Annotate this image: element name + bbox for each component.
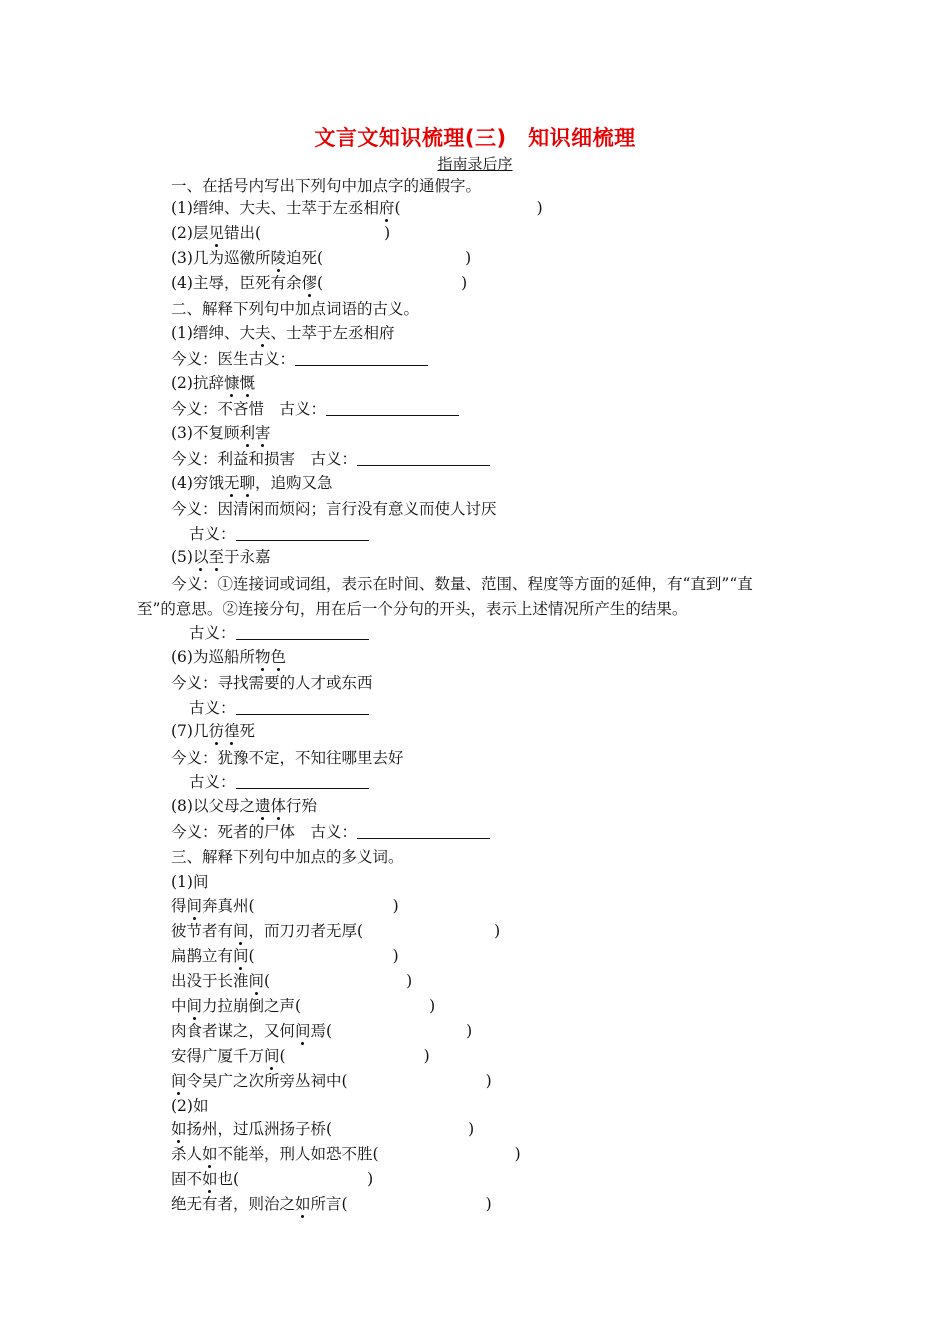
page-title: 文言文知识梳理(三) 知识细梳理 bbox=[314, 126, 636, 150]
text-segment: 也( bbox=[217, 1170, 240, 1188]
close-paren: ) bbox=[466, 1022, 473, 1040]
emphasis-dot-char: 夫 bbox=[254, 324, 271, 342]
section2-q2-meaning-text bbox=[171, 397, 459, 422]
emphasis-dot-char: 色 bbox=[270, 648, 286, 666]
dotted-word bbox=[264, 1047, 280, 1065]
section2-q7-text bbox=[171, 719, 255, 744]
text-segment: 、士萃于左丞相府 bbox=[270, 324, 395, 342]
emphasis-dot-char: 如 bbox=[202, 1170, 218, 1188]
section2-q6-meaning-text bbox=[171, 671, 373, 696]
text-segment: (6)为巡船所 bbox=[171, 648, 255, 666]
dotted-word bbox=[187, 997, 203, 1015]
close-paren: ) bbox=[406, 972, 413, 990]
text-segment: 焉( bbox=[310, 1022, 333, 1040]
text-segment: 固不 bbox=[171, 1170, 203, 1188]
text-segment: ( bbox=[279, 1047, 286, 1065]
emphasis-dot-char: 间 bbox=[186, 897, 203, 915]
section2-q2-text bbox=[171, 371, 255, 396]
answer-blank bbox=[295, 350, 428, 366]
section2-q6-ancient-text bbox=[189, 696, 369, 721]
emphasis-dot-char: 如 bbox=[202, 1145, 218, 1163]
section2-q7-meaning bbox=[0, 746, 950, 771]
text-segment: 安得广厦千万 bbox=[171, 1047, 265, 1065]
section3-heading-text bbox=[171, 845, 404, 870]
section1-item bbox=[0, 271, 950, 296]
section3-g1-item-text bbox=[171, 944, 399, 969]
dotted-word bbox=[255, 648, 286, 666]
section3-g1-item-text bbox=[171, 894, 399, 919]
text-segment: 所言( bbox=[310, 1195, 348, 1213]
emphasis-dot-char: 慨 bbox=[239, 374, 255, 392]
text-segment: 得 bbox=[171, 897, 187, 915]
heading-text: 三、解释下列句中加点的多义词。 bbox=[171, 848, 404, 866]
dotted-word bbox=[208, 722, 239, 740]
text-segment: 中 bbox=[171, 997, 187, 1015]
section2-q8 bbox=[0, 794, 950, 819]
section3-heading bbox=[0, 845, 950, 870]
section2-q4-meaning bbox=[0, 497, 950, 522]
text-segment: (1)缙绅、大 bbox=[171, 324, 255, 342]
heading-text: 一、在括号内写出下列句中加点字的通假字。 bbox=[171, 177, 482, 195]
section2-q3-meaning-text bbox=[171, 447, 490, 472]
section1-item-text bbox=[171, 246, 471, 271]
close-paren: ) bbox=[494, 922, 501, 940]
text-segment: 于永嘉 bbox=[224, 548, 271, 566]
dotted-word bbox=[171, 1120, 187, 1138]
emphasis-dot-char: 至 bbox=[208, 548, 224, 566]
emphasis-dot-char: 府 bbox=[378, 199, 395, 217]
text-segment: 迫死( bbox=[286, 249, 324, 267]
dotted-word bbox=[208, 224, 224, 242]
section3-g2-item bbox=[0, 1142, 950, 1167]
dotted-word bbox=[187, 897, 203, 915]
section2-heading bbox=[0, 297, 950, 322]
ancient-label: 古义： bbox=[189, 773, 236, 791]
close-paren: ) bbox=[367, 1170, 374, 1188]
emphasis-dot-char: 间 bbox=[248, 972, 265, 990]
emphasis-dot-char: 间 bbox=[295, 1022, 311, 1040]
emphasis-dot-char: 物 bbox=[254, 648, 271, 666]
section3-g1-item bbox=[0, 994, 950, 1019]
dotted-word bbox=[270, 249, 286, 267]
text-segment: 肉食者谋之，又何 bbox=[171, 1022, 296, 1040]
group-label: (1)间 bbox=[171, 873, 209, 891]
section2-q8-meaning bbox=[0, 820, 950, 845]
section2-q6-text bbox=[171, 645, 286, 670]
modern-meaning: 今义：犹豫不定，不知往哪里去好 bbox=[171, 749, 404, 767]
section2-q5 bbox=[0, 545, 950, 570]
text-segment: 扁鹊立有 bbox=[171, 947, 234, 965]
heading-text: 二、解释下列句中加点词语的古义。 bbox=[171, 300, 420, 318]
answer-blank bbox=[326, 400, 459, 416]
modern-meaning: 至”的意思。②连接分句，用在后一个分句的开头，表示上述情况所产生的结果。 bbox=[137, 600, 688, 618]
section3-g1-item bbox=[0, 919, 950, 944]
emphasis-dot-char: 无 bbox=[223, 474, 240, 492]
section3-g2-item-text bbox=[171, 1142, 521, 1167]
text-segment: ，追购又急 bbox=[255, 474, 333, 492]
answer-blank bbox=[357, 823, 490, 839]
emphasis-dot-char: 聊 bbox=[239, 474, 255, 492]
close-paren: ) bbox=[536, 199, 543, 217]
text-segment: 死 bbox=[239, 722, 256, 740]
emphasis-dot-char: 遗 bbox=[254, 797, 271, 815]
section1-item-text bbox=[171, 196, 543, 221]
section2-q4-text bbox=[171, 471, 333, 496]
text-segment: (7)几 bbox=[171, 722, 209, 740]
section3-g1-item-text bbox=[171, 1044, 430, 1069]
dotted-word bbox=[295, 1022, 311, 1040]
text-segment: ( bbox=[317, 274, 324, 292]
item-number: (4) bbox=[171, 274, 193, 292]
section3-g2-item-text bbox=[171, 1192, 492, 1217]
page-subtitle: 指南录后序 bbox=[437, 155, 513, 173]
dotted-word bbox=[301, 274, 317, 292]
emphasis-dot-char: 间 bbox=[186, 997, 203, 1015]
section3-group2-label bbox=[0, 1094, 950, 1119]
dotted-word bbox=[239, 424, 270, 442]
dotted-word bbox=[224, 474, 255, 492]
emphasis-dot-char: 间 bbox=[171, 1072, 187, 1090]
close-paren: ) bbox=[423, 1047, 430, 1065]
emphasis-dot-char: 慷 bbox=[223, 374, 240, 392]
section3-group1-label-text bbox=[171, 870, 208, 895]
section3-g1-item bbox=[0, 1069, 950, 1094]
emphasis-dot-char: 陵 bbox=[270, 249, 286, 267]
emphasis-dot-char: 间 bbox=[233, 922, 249, 940]
dotted-word bbox=[202, 1170, 218, 1188]
text-segment: 令吴广之次所旁丛祠中( bbox=[186, 1072, 348, 1090]
section2-q2 bbox=[0, 371, 950, 396]
section3-g1-item-text bbox=[171, 994, 435, 1019]
section2-q5-ancient-text bbox=[189, 621, 369, 646]
section2-q3 bbox=[0, 421, 950, 446]
emphasis-dot-char: 间 bbox=[264, 1047, 280, 1065]
section3-g1-item-text bbox=[171, 919, 500, 944]
dotted-word bbox=[295, 1195, 311, 1213]
section2-q7-ancient bbox=[0, 770, 950, 795]
close-paren: ) bbox=[429, 997, 436, 1015]
section3-g2-item-text bbox=[171, 1117, 474, 1142]
close-paren: ) bbox=[461, 274, 468, 292]
text-segment: 绝无有者，则治之 bbox=[171, 1195, 296, 1213]
section3-g2-item bbox=[0, 1192, 950, 1217]
emphasis-dot-char: 如 bbox=[295, 1195, 311, 1213]
close-paren: ) bbox=[384, 224, 391, 242]
text-segment: 扬州，过瓜洲扬子桥( bbox=[186, 1120, 333, 1138]
section1-item-text bbox=[171, 271, 467, 296]
text-segment: ( bbox=[264, 972, 271, 990]
section2-q5-meaning-b bbox=[0, 597, 950, 622]
emphasis-dot-char: 见 bbox=[208, 224, 224, 242]
close-paren: ) bbox=[465, 249, 472, 267]
section2-q7 bbox=[0, 719, 950, 744]
dotted-word bbox=[233, 922, 249, 940]
close-paren: ) bbox=[485, 1195, 492, 1213]
close-paren: ) bbox=[514, 1145, 521, 1163]
dotted-word bbox=[193, 548, 224, 566]
dotted-word bbox=[255, 797, 286, 815]
section2-q4 bbox=[0, 471, 950, 496]
emphasis-dot-char: 害 bbox=[254, 424, 271, 442]
section2-q1-meaning-text bbox=[171, 347, 428, 372]
modern-meaning: 今义：不吝惜 古义： bbox=[171, 400, 327, 418]
dotted-word bbox=[202, 1145, 218, 1163]
section2-q7-ancient-text bbox=[189, 770, 369, 795]
text-segment: 不能举，刑人如恐不胜( bbox=[217, 1145, 379, 1163]
section2-q5-meaning-a-text bbox=[171, 572, 753, 597]
section3-g1-item-text bbox=[171, 1019, 472, 1044]
section3-g1-item-text bbox=[171, 969, 412, 994]
ancient-label: 古义： bbox=[189, 699, 236, 717]
section3-g1-item bbox=[0, 944, 950, 969]
section2-heading-text bbox=[171, 297, 419, 322]
section1-item bbox=[0, 196, 950, 221]
item-number: (1) bbox=[171, 199, 193, 217]
section3-group2-label-text bbox=[171, 1094, 208, 1119]
text-segment: 行殆 bbox=[286, 797, 318, 815]
dotted-word bbox=[171, 1072, 187, 1090]
section1-item bbox=[0, 221, 950, 246]
close-paren: ) bbox=[485, 1072, 492, 1090]
modern-meaning: 今义：因清闲而烦闷；言行没有意义而使人讨厌 bbox=[171, 500, 497, 518]
text-segment: 出没于长淮 bbox=[171, 972, 249, 990]
section2-q7-meaning-text bbox=[171, 746, 404, 771]
section2-q8-meaning-text bbox=[171, 820, 490, 845]
section3-group1-label bbox=[0, 870, 950, 895]
text-segment: (2)抗辞 bbox=[171, 374, 224, 392]
modern-meaning: 今义：利益和损害 古义： bbox=[171, 450, 358, 468]
section2-q8-text bbox=[171, 794, 317, 819]
text-segment: 主辱，臣死有余 bbox=[192, 274, 302, 292]
text-segment: ( bbox=[248, 947, 255, 965]
section2-q5-meaning-a bbox=[0, 572, 950, 597]
section2-q6-meaning bbox=[0, 671, 950, 696]
section2-q5-meaning-b-text bbox=[137, 597, 687, 622]
section2-q1-text bbox=[171, 321, 395, 346]
close-paren: ) bbox=[392, 947, 399, 965]
section3-g1-item-text bbox=[171, 1069, 492, 1094]
close-paren: ) bbox=[392, 897, 399, 915]
section2-q4-ancient bbox=[0, 522, 950, 547]
section3-g2-item-text bbox=[171, 1167, 373, 1192]
text-segment: 层 bbox=[192, 224, 209, 242]
dotted-word bbox=[255, 324, 271, 342]
section2-q1-meaning bbox=[0, 347, 950, 372]
text-segment: (8)以父母之 bbox=[171, 797, 255, 815]
text-segment: 力拉崩倒之声( bbox=[202, 997, 302, 1015]
modern-meaning: 今义：寻找需要的人才或东西 bbox=[171, 674, 373, 692]
emphasis-dot-char: 间 bbox=[233, 947, 249, 965]
section3-g1-item bbox=[0, 1019, 950, 1044]
dotted-word bbox=[233, 947, 249, 965]
emphasis-dot-char: 如 bbox=[171, 1120, 187, 1138]
section3-g2-item bbox=[0, 1167, 950, 1192]
section2-q3-meaning bbox=[0, 447, 950, 472]
text-segment: 错出( bbox=[224, 224, 262, 242]
section2-q2-meaning bbox=[0, 397, 950, 422]
text-segment: 彼节者有 bbox=[171, 922, 234, 940]
text-segment: 缙绅、大夫、士萃于左丞相 bbox=[192, 199, 379, 217]
dotted-word bbox=[379, 199, 395, 217]
section3-g1-item bbox=[0, 1044, 950, 1069]
dotted-word bbox=[224, 374, 255, 392]
section1-item-text bbox=[171, 221, 390, 246]
section2-q4-meaning-text bbox=[171, 497, 497, 522]
answer-blank bbox=[236, 624, 369, 640]
emphasis-dot-char: 利 bbox=[239, 424, 255, 442]
group-label: (2)如 bbox=[171, 1097, 209, 1115]
text-segment: ( bbox=[394, 199, 401, 217]
answer-blank bbox=[357, 450, 490, 466]
emphasis-dot-char: 徨 bbox=[223, 722, 240, 740]
emphasis-dot-char: 以 bbox=[192, 548, 209, 566]
text-segment: 几为巡徼所 bbox=[192, 249, 271, 267]
text-segment: 奔真州( bbox=[202, 897, 255, 915]
section2-q6-ancient bbox=[0, 696, 950, 721]
dotted-word bbox=[249, 972, 265, 990]
section2-q4-ancient-text bbox=[189, 522, 369, 547]
close-paren: ) bbox=[468, 1120, 475, 1138]
modern-meaning: 今义：死者的尸体 古义： bbox=[171, 823, 358, 841]
emphasis-dot-char: 彷 bbox=[208, 722, 224, 740]
section3-g1-item bbox=[0, 969, 950, 994]
emphasis-dot-char: 体 bbox=[270, 797, 286, 815]
answer-blank bbox=[236, 699, 369, 715]
answer-blank bbox=[236, 525, 369, 541]
section2-q5-ancient bbox=[0, 621, 950, 646]
answer-blank bbox=[236, 773, 369, 789]
section3-g2-item bbox=[0, 1117, 950, 1142]
item-number: (3) bbox=[171, 249, 193, 267]
modern-meaning: 今义：医生古义： bbox=[171, 350, 296, 368]
section1-item bbox=[0, 246, 950, 271]
section2-q1 bbox=[0, 321, 950, 346]
section2-q5-text bbox=[171, 545, 271, 570]
ancient-label: 古义： bbox=[189, 525, 236, 543]
text-segment: 杀人 bbox=[171, 1145, 203, 1163]
section3-g1-item bbox=[0, 894, 950, 919]
text-segment: (3)不复顾 bbox=[171, 424, 240, 442]
text-segment: (4)穷饿 bbox=[171, 474, 224, 492]
text-segment: ，而刀刃者无厚( bbox=[248, 922, 364, 940]
emphasis-dot-char: 僇 bbox=[301, 274, 317, 292]
ancient-label: 古义： bbox=[189, 624, 236, 642]
section2-q6 bbox=[0, 645, 950, 670]
text-segment: (5) bbox=[171, 548, 193, 566]
modern-meaning: 今义：①连接词或词组，表示在时间、数量、范围、程度等方面的延伸，有“直到”“直 bbox=[171, 575, 753, 593]
item-number: (2) bbox=[171, 224, 193, 242]
section2-q3-text bbox=[171, 421, 271, 446]
